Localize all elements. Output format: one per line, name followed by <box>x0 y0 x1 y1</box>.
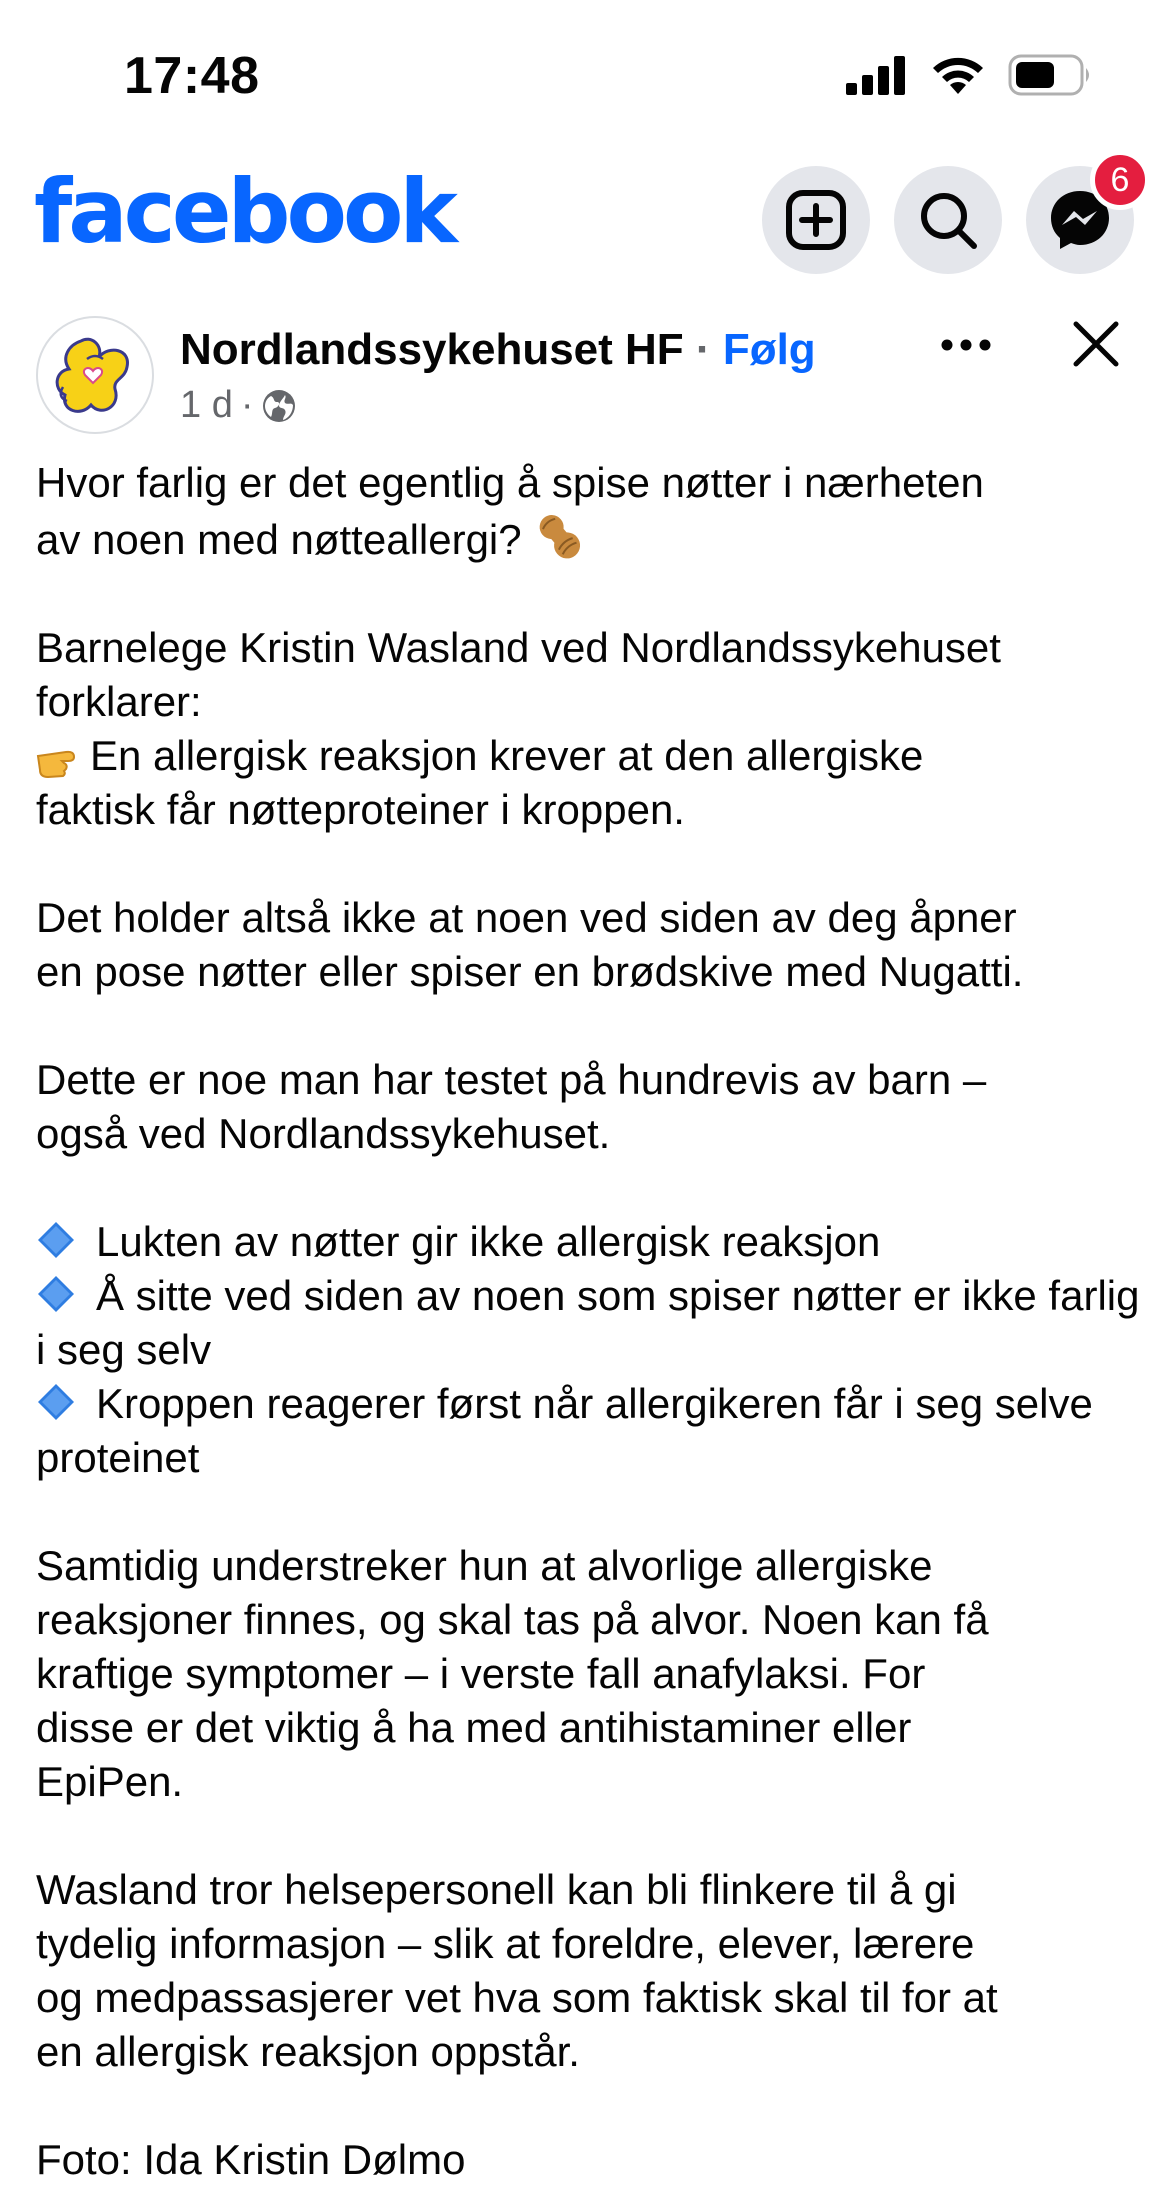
more-icon <box>941 339 991 351</box>
text-line: disse er det viktig å ha med antihistaminer eller <box>36 1704 912 1751</box>
post-text <box>36 456 1146 2187</box>
facebook-logo[interactable]: facebook <box>34 160 454 263</box>
plus-square-icon <box>784 188 848 252</box>
close-icon <box>1070 318 1122 370</box>
page-name[interactable]: Nordlandssykehuset HF <box>180 325 684 374</box>
paragraph-intro <box>36 456 1146 567</box>
blue-diamond-icon <box>36 1382 76 1422</box>
blue-diamond-icon <box>36 1274 76 1314</box>
search-button[interactable] <box>894 166 1002 274</box>
globe-icon <box>261 388 297 424</box>
text-line: En allergisk reaksjon krever at den allergiske <box>90 732 924 779</box>
page-logo-icon <box>47 327 143 423</box>
text-line: Foto: Ida Kristin Dølmo <box>36 2136 466 2183</box>
bullet-item: Lukten av nøtter gir ikke allergisk reaksjon <box>96 1218 881 1265</box>
text-line: Dette er noe man har testet på hundrevis av barn – <box>36 1056 987 1103</box>
text-line: Det holder altså ikke at noen ved siden av deg åpner <box>36 894 1017 941</box>
wifi-icon <box>930 54 986 96</box>
status-icons <box>846 54 1094 96</box>
blue-diamond-icon <box>36 1220 76 1260</box>
text-line: tydelig informasjon – slik at foreldre, elever, lærere <box>36 1920 975 1967</box>
meta-separator: · <box>240 384 254 426</box>
more-options-button[interactable] <box>936 322 996 368</box>
messenger-badge: 6 <box>1090 150 1150 210</box>
bullet-item: Å sitte ved siden av noen som spiser nøtter er ikke farlig i seg selv <box>36 1272 1140 1373</box>
text-line: også ved Nordlandssykehuset. <box>36 1110 611 1157</box>
text-line: en pose nøtter eller spiser en brødskive med Nugatti. <box>36 948 1024 995</box>
search-icon <box>916 188 980 252</box>
text-line: en allergisk reaksjon oppstår. <box>36 2028 580 2075</box>
battery-icon <box>1008 54 1094 96</box>
text-line: EpiPen. <box>36 1758 184 1805</box>
text-line: faktisk får nøtteproteiner i kroppen. <box>36 786 685 833</box>
text-line: kraftige symptomer – i verste fall anafylaksi. For <box>36 1650 926 1697</box>
post-header-line <box>180 322 816 378</box>
text-line: av noen med nøtteallergi? <box>36 516 522 563</box>
photo-credit <box>36 2133 1146 2187</box>
post-time[interactable]: 1 d <box>180 384 233 426</box>
paragraph-doctor <box>36 621 1146 837</box>
text-line: Wasland tror helsepersonell kan bli flinkere til å gi <box>36 1866 957 1913</box>
create-post-button[interactable] <box>762 166 870 274</box>
cellular-signal-icon <box>846 55 908 95</box>
pointing-hand-emoji-icon <box>36 740 82 780</box>
bullet-list <box>36 1215 1146 1485</box>
paragraph-serious <box>36 1539 1146 1809</box>
text-line: Hvor farlig er det egentlig å spise nøtter i nærheten <box>36 459 984 506</box>
page-avatar[interactable] <box>36 316 154 434</box>
paragraph-nugatti <box>36 891 1146 999</box>
text-line: og medpassasjerer vet hva som faktisk skal til for at <box>36 1974 998 2021</box>
text-line: Samtidig understreker hun at alvorlige allergiske <box>36 1542 933 1589</box>
close-post-button[interactable] <box>1070 318 1122 370</box>
status-time: 17:48 <box>124 47 260 105</box>
post-meta <box>180 384 297 427</box>
paragraph-information <box>36 1863 1146 2079</box>
bullet-item: Kroppen reagerer først når allergikeren får i seg selve proteinet <box>36 1380 1093 1481</box>
text-line: forklarer: <box>36 678 202 725</box>
follow-button[interactable]: Følg <box>722 325 816 374</box>
peanut-emoji-icon <box>533 510 587 564</box>
name-separator: · <box>695 325 711 374</box>
text-line: Barnelege Kristin Wasland ved Nordlandssykehuset <box>36 624 1001 671</box>
text-line: reaksjoner finnes, og skal tas på alvor. Noen kan få <box>36 1596 989 1643</box>
paragraph-tested <box>36 1053 1146 1161</box>
